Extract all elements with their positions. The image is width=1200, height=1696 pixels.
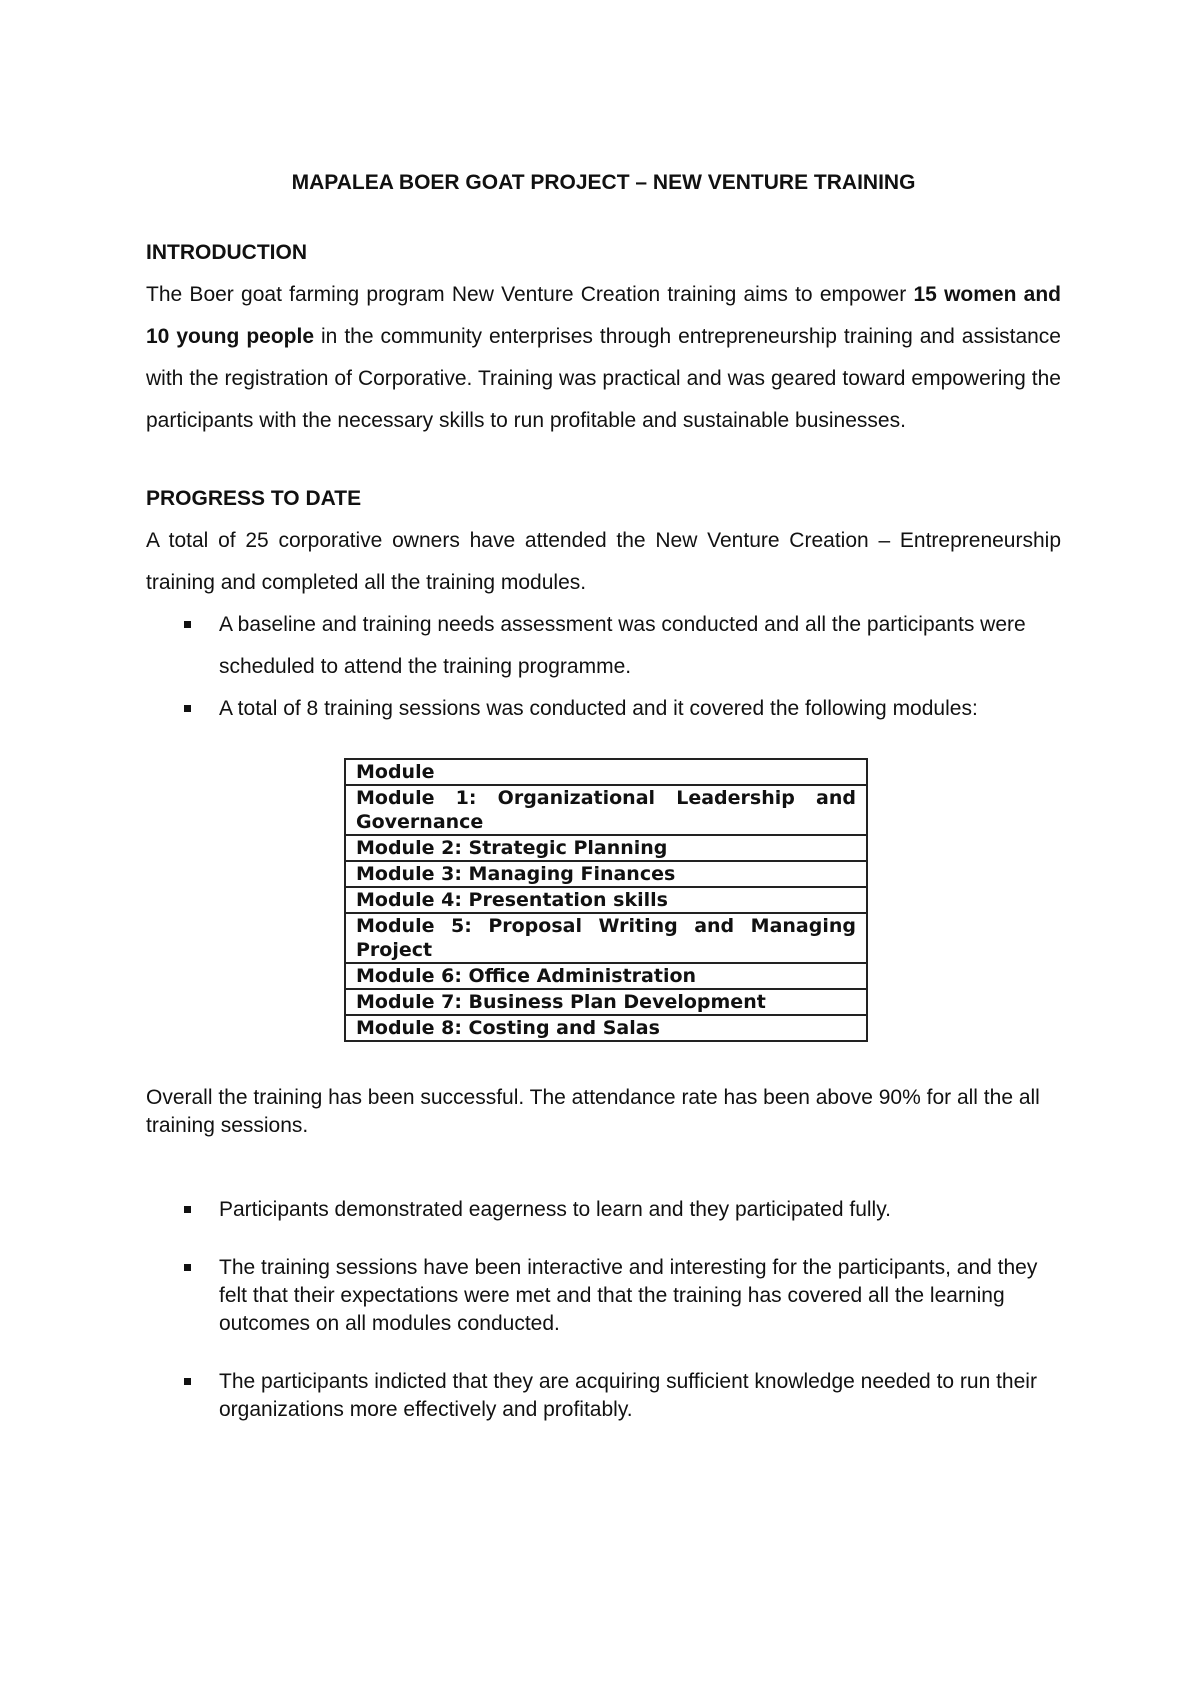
table-cell: Module 7: Business Plan Development [345, 989, 867, 1015]
table-header-module: Module [345, 759, 867, 785]
table-row [345, 861, 867, 887]
progress-bullet-list [146, 604, 1061, 730]
modules-table [344, 758, 868, 1042]
table-row [345, 989, 867, 1015]
table-cell: Module 1: Organizational Leadership and Governance [345, 785, 867, 835]
table-cell: Module 5: Proposal Writing and Managing Project [345, 913, 867, 963]
table-row [345, 785, 867, 835]
introduction-text-1: The Boer goat farming program New Venture Creation training aims to empower [146, 283, 914, 306]
table-row [345, 887, 867, 913]
document-title: MAPALEA BOER GOAT PROJECT – NEW VENTURE TRAINING [291, 171, 916, 194]
list-item: A total of 8 training sessions was conducted and it covered the following modules: [219, 688, 1061, 730]
table-row [345, 913, 867, 963]
table-row [345, 1015, 867, 1041]
table-cell: Module 4: Presentation skills [345, 887, 867, 913]
table-row [345, 963, 867, 989]
list-item: Participants demonstrated eagerness to learn and they participated fully. [219, 1196, 1061, 1224]
table-header-row [345, 759, 867, 785]
progress-paragraph: A total of 25 corporative owners have attended the New Venture Creation – Entrepreneurship training and completed all the training modules. [146, 529, 1061, 594]
progress-heading: PROGRESS TO DATE [146, 487, 362, 510]
table-cell: Module 3: Managing Finances [345, 861, 867, 887]
introduction-text-2: in the community enterprises through entrepreneurship training and assistance with the registration of Corporative. Training was practical and was geared toward empowering the participants with the necessary skills to run profitable and sustainable businesses. [146, 325, 1061, 432]
introduction-bold-text: 15 women and 10 young people [146, 283, 1061, 348]
introduction-paragraph [146, 274, 1061, 442]
list-item: A baseline and training needs assessment was conducted and all the participants were scheduled to attend the training programme. [219, 604, 1061, 688]
list-item: The training sessions have been interactive and interesting for the participants, and they felt that their expectations were met and that the training has covered all the learning outcomes on all modules conducted. [219, 1254, 1061, 1338]
document-page [146, 168, 1061, 1454]
table-cell: Module 2: Strategic Planning [345, 835, 867, 861]
overall-paragraph: Overall the training has been successful. The attendance rate has been above 90% for all the all training sessions. [146, 1086, 1040, 1137]
table-cell: Module 6: Office Administration [345, 963, 867, 989]
table-cell: Module 8: Costing and Salas [345, 1015, 867, 1041]
list-item: The participants indicted that they are acquiring sufficient knowledge needed to run their organizations more effectively and profitably. [219, 1368, 1061, 1424]
introduction-heading: INTRODUCTION [146, 241, 307, 264]
outcomes-bullet-list [146, 1196, 1061, 1424]
table-row [345, 835, 867, 861]
